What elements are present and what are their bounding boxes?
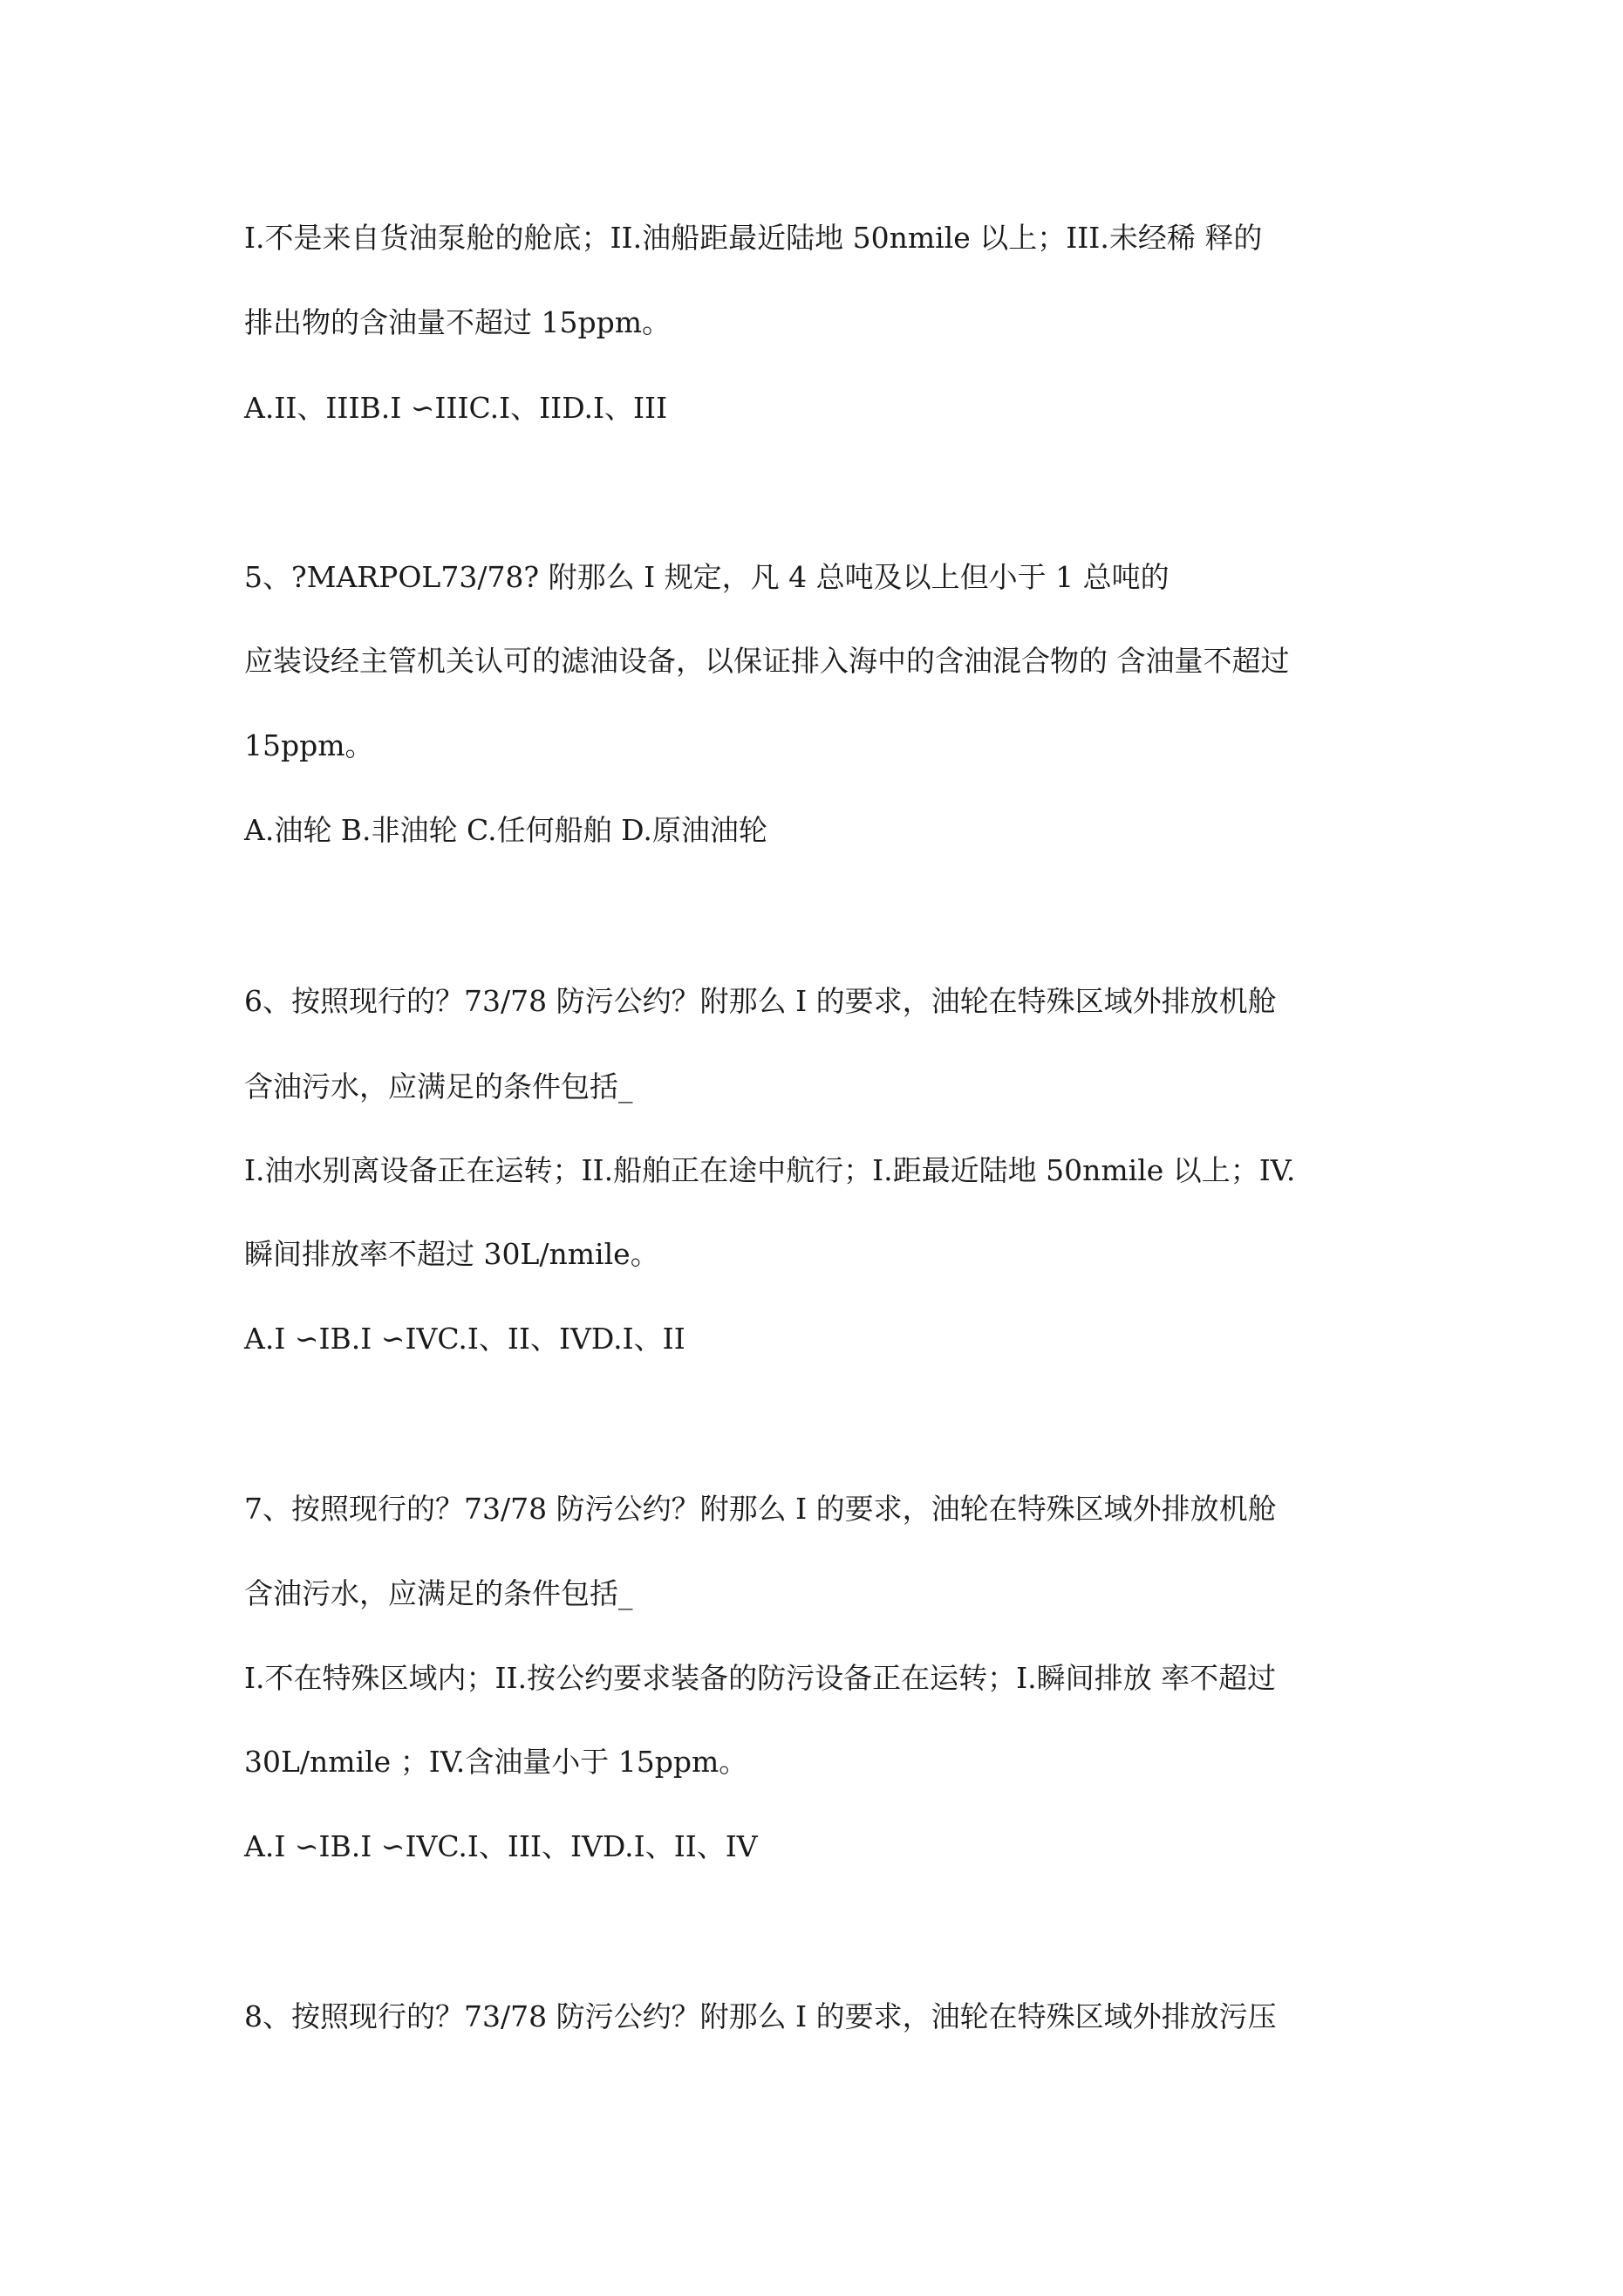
- question-7-stem-line-1: 7、按照现行的？73/78 防污公约？附那么 I 的要求，油轮在特殊区域外排放机舱: [244, 1492, 1277, 1526]
- question-4-options: A.II、IIIB.I ∽IIIC.I、IID.I、III: [244, 391, 668, 425]
- question-5-stem-line-1: 5、?MARPOL73/78? 附那么 I 规定，凡 4 总吨及以上但小于 1 总吨的: [244, 560, 1170, 594]
- question-6-options: A.I ∽IB.I ∽IVC.I、II、IVD.I、II: [244, 1322, 685, 1356]
- question-4-statements-line-1: Ⅰ.不是来自货油泵舱的舱底；II.油船距最近陆地 50nmile 以上；III.未经稀 释的: [244, 221, 1263, 255]
- question-7-options: A.I ∽IB.I ∽IVC.I、III、IVD.I、II、IV: [244, 1829, 758, 1863]
- question-5-stem-line-3: 15ppm。: [244, 728, 374, 762]
- question-7-stem-line-2: 含油污水，应满足的条件包括_: [244, 1576, 633, 1610]
- question-7-statements-line-1: I.不在特殊区域内；II.按公约要求装备的防污设备正在运转；I.瞬间排放 率不超过: [244, 1661, 1277, 1695]
- question-5-stem-line-2: 应装设经主管机关认可的滤油设备，以保证排入海中的含油混合物的 含油量不超过: [244, 644, 1290, 678]
- question-7-statements-line-2: 30L/nmile ；IV.含油量小于 15ppm。: [244, 1745, 748, 1779]
- question-6-stem-line-2: 含油污水，应满足的条件包括_: [244, 1069, 633, 1104]
- question-8-stem-line-1: 8、按照现行的？73/78 防污公约？附那么 I 的要求，油轮在特殊区域外排放污压: [244, 1999, 1277, 2033]
- question-5-options: A.油轮 B.非油轮 C.任何船舶 D.原油油轮: [244, 813, 767, 847]
- question-6-statements-line-2: 瞬间排放率不超过 30L/nmile。: [244, 1237, 659, 1271]
- question-6-statements-line-1: I.油水别离设备正在运转；II.船舶正在途中航行；I.距最近陆地 50nmile 以上；IV.: [244, 1153, 1296, 1187]
- question-4-statements-line-2: 排出物的含油量不超过 15ppm。: [244, 305, 672, 339]
- question-6-stem-line-1: 6、按照现行的？73/78 防污公约？附那么 I 的要求，油轮在特殊区域外排放机舱: [244, 984, 1277, 1018]
